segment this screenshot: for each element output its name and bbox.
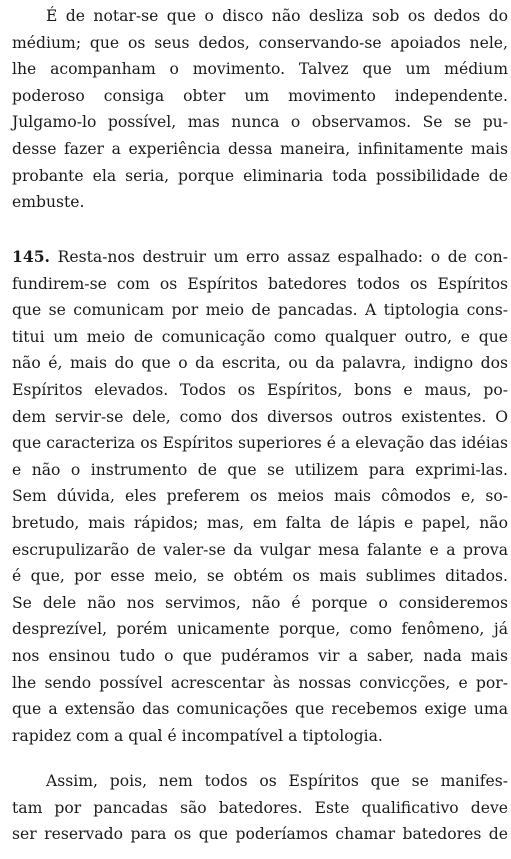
text-line: embuste. [12, 193, 85, 212]
text-line: Sem dúvida, eles preferem os meios mais cômodos e, so- [12, 487, 508, 506]
text-line: não é, mais do que o da escrita, ou da palavra, indigno dos [12, 354, 508, 373]
text-line: fundirem-se com os Espíritos batedores todos os Espíritos [12, 274, 508, 293]
text-line [12, 244, 508, 271]
text-line: escrupulizarão de valer-se da vulgar mesa falante e a prova [12, 540, 508, 559]
paragraph-145 [12, 244, 508, 749]
text-line: Espíritos elevados. Todos os Espíritos, bons e maus, po- [12, 380, 508, 399]
text-line: bretudo, mais rápidos; mas, em falta de lápis e papel, não [12, 513, 508, 532]
text-line: dem servir-se dele, como dos diversos outros existentes. O [12, 407, 508, 426]
text-line: rapidez com a qual é incompatível a tiptologia. [12, 726, 383, 745]
text-line: É de notar-se que o disco não desliza sob os dedos do [46, 7, 508, 25]
text-line: tam por pancadas são batedores. Este qualificativo deve [12, 798, 508, 817]
text-line: Se dele não nos servimos, não é porque o consideremos [12, 593, 508, 612]
text-line: desse fazer a experiência dessa maneira, infinitamente mais [12, 139, 508, 158]
paragraph [12, 768, 508, 848]
text-line: Julgamo-lo possível, mas nunca o observamos. Se se pu- [12, 113, 508, 132]
paragraph-number: 145. [12, 247, 50, 266]
text-line-content: Resta-nos destruir um erro assaz espalhado: o de con- [49, 248, 508, 266]
text-line: médium; que os seus dedos, conservando-se apoiados nele, [12, 33, 508, 52]
paragraph [12, 3, 508, 216]
text-line: que se comunicam por meio de pancadas. A tiptologia cons- [12, 301, 508, 320]
text-line: lhe sendo possível acrescentar às nossas convicções, e por- [12, 673, 508, 692]
text-line: ser reservado para os que poderíamos chamar batedores de [12, 825, 508, 844]
text-line: nos ensinou tudo o que pudéramos vir a saber, nada mais [12, 646, 508, 665]
text-line: probante ela seria, porque eliminaria toda possibilidade de [12, 166, 508, 185]
text-line: desprezível, porém unicamente porque, como fenômeno, já [12, 620, 508, 639]
text-line: que caracteriza os Espíritos superiores é a elevação das idéias [12, 434, 508, 453]
text-line: titui um meio de comunicação como qualquer outro, e que [12, 327, 508, 346]
text-line: é que, por esse meio, se obtém os mais sublimes ditados. [12, 567, 508, 586]
text-line: Assim, pois, nem todos os Espíritos que se manifes- [46, 772, 508, 790]
text-line: e não o instrumento de que se utilizem para exprimi-las. [12, 460, 508, 479]
text-line: que a extensão das comunicações que recebemos exige uma [12, 700, 508, 719]
text-line: lhe acompanham o movimento. Talvez que um médium [12, 60, 508, 79]
text-line: poderoso consiga obter um movimento independente. [12, 86, 508, 105]
